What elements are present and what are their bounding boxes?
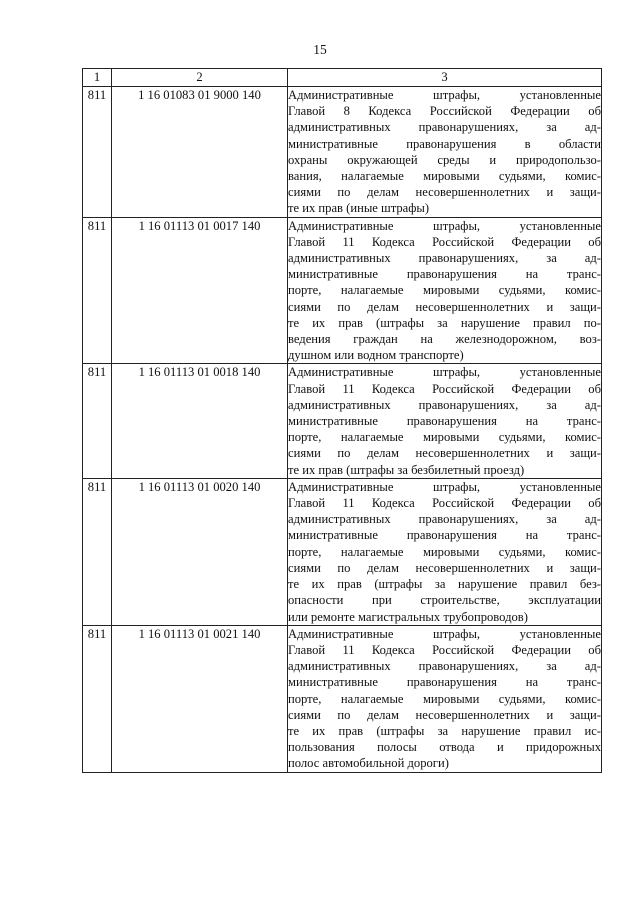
description-line: Административные штрафы, установленные <box>288 479 601 494</box>
column-header: 1 <box>83 69 112 87</box>
description-line: вания, налагаемые мировыми судьями, комис- <box>288 169 601 184</box>
description-line: административных правонарушениях, за ад- <box>288 120 601 135</box>
table-header-row <box>83 69 602 87</box>
description-line: сиями по делам несовершеннолетних и защи- <box>288 446 601 461</box>
description-line: Административные штрафы, установленные <box>288 88 601 102</box>
table-row <box>83 217 602 364</box>
kbk-code-cell: 1 16 01083 01 9000 140 <box>112 87 288 218</box>
description-line: Административные штрафы, установленные <box>288 365 601 380</box>
kbk-code-cell: 1 16 01113 01 0021 140 <box>112 625 288 772</box>
table-body <box>83 69 602 773</box>
budget-classification-table <box>82 68 602 773</box>
column-header: 3 <box>288 69 602 87</box>
description-line: сиями по делам несовершеннолетних и защи- <box>288 185 601 200</box>
description-line: те их прав (штрафы за нарушение правил без- <box>288 577 601 592</box>
description-cell <box>288 625 602 772</box>
description-line: министративные правонарушения на транс- <box>288 414 601 429</box>
description-line: административных правонарушениях, за ад- <box>288 397 601 412</box>
description-line: душном или водном транспорте) <box>288 348 464 363</box>
description-line: ведения граждан на железнодорожном, воз- <box>288 332 601 347</box>
description-line: те их прав (штрафы за нарушение правил по- <box>288 315 601 330</box>
description-line: те их прав (штрафы за безбилетный проезд) <box>288 462 525 477</box>
description-line: министративные правонарушения на транс- <box>288 675 601 690</box>
table-row <box>83 478 602 625</box>
table-row <box>83 87 602 218</box>
description-line: Главой 11 Кодекса Российской Федерации об <box>288 496 601 511</box>
description-line: Административные штрафы, установленные <box>288 626 601 641</box>
description-line: те их прав (штрафы за нарушение правил ис- <box>288 723 601 738</box>
description-cell <box>288 87 602 218</box>
kbk-code-cell: 1 16 01113 01 0018 140 <box>112 364 288 478</box>
description-line: Главой 11 Кодекса Российской Федерации об <box>288 381 601 396</box>
description-line: те их прав (иные штрафы) <box>288 201 430 216</box>
description-line: административных правонарушениях, за ад- <box>288 512 601 527</box>
admin-code-cell: 811 <box>83 87 112 218</box>
description-line: порте, налагаемые мировыми судьями, комис- <box>288 691 601 706</box>
page-number: 15 <box>313 42 327 57</box>
admin-code-cell: 811 <box>83 364 112 478</box>
admin-code-cell: 811 <box>83 625 112 772</box>
description-line: министративные правонарушения на транс- <box>288 267 601 282</box>
description-line: сиями по делам несовершеннолетних и защи- <box>288 707 601 722</box>
description-line: административных правонарушениях, за ад- <box>288 251 601 266</box>
table-row <box>83 364 602 478</box>
description-line: сиями по делам несовершеннолетних и защи- <box>288 299 601 314</box>
table-row <box>83 625 602 772</box>
description-line: опасности при строительстве, эксплуатации <box>288 593 601 608</box>
description-line: Административные штрафы, установленные <box>288 218 601 233</box>
kbk-code-cell: 1 16 01113 01 0020 140 <box>112 478 288 625</box>
description-line: порте, налагаемые мировыми судьями, комис- <box>288 283 601 298</box>
description-line: министративные правонарушения в области <box>288 136 601 151</box>
description-line: министративные правонарушения на транс- <box>288 528 601 543</box>
column-header: 2 <box>112 69 288 87</box>
description-line: Главой 11 Кодекса Российской Федерации об <box>288 642 601 657</box>
description-line: административных правонарушениях, за ад- <box>288 659 601 674</box>
description-line: порте, налагаемые мировыми судьями, комис- <box>288 544 601 559</box>
kbk-code-cell: 1 16 01113 01 0017 140 <box>112 217 288 364</box>
description-line: Главой 8 Кодекса Российской Федерации об <box>288 104 601 119</box>
description-line: сиями по делам несовершеннолетних и защи- <box>288 560 601 575</box>
admin-code-cell: 811 <box>83 478 112 625</box>
description-line: порте, налагаемые мировыми судьями, комис- <box>288 430 601 445</box>
description-line: или ремонте магистральных трубопроводов) <box>288 609 528 624</box>
description-cell <box>288 478 602 625</box>
description-line: пользования полосы отвода и придорожных <box>288 740 601 755</box>
description-line: полос автомобильной дороги) <box>288 756 449 771</box>
description-cell <box>288 364 602 478</box>
description-cell <box>288 217 602 364</box>
description-line: охраны окружающей среды и природопользо- <box>288 152 601 167</box>
description-line: Главой 11 Кодекса Российской Федерации об <box>288 234 601 249</box>
admin-code-cell: 811 <box>83 217 112 364</box>
